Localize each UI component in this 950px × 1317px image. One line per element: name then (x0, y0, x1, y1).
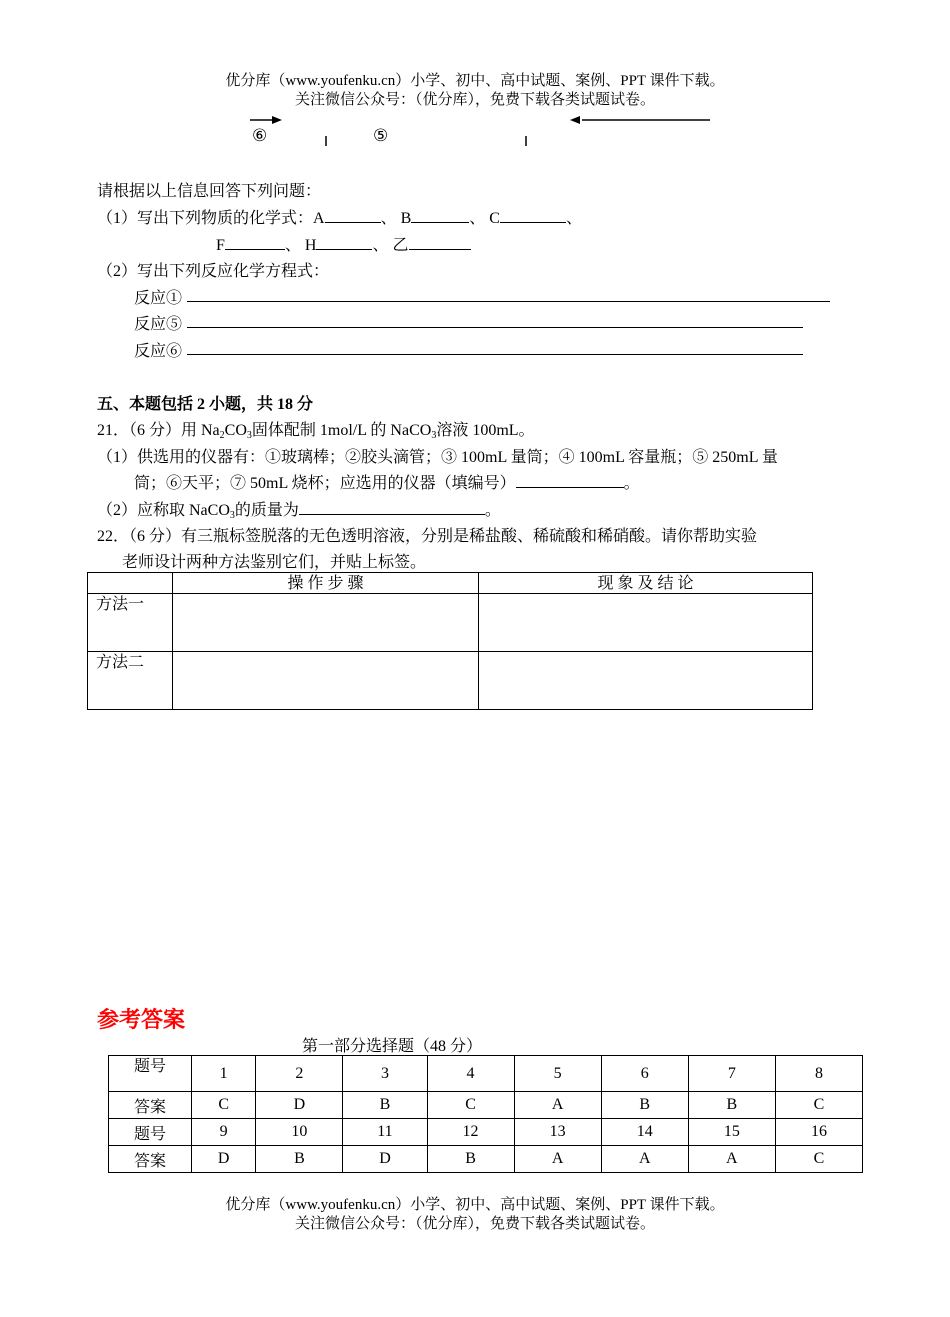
sep: 、 (372, 237, 389, 254)
header-line-2: 关注微信公众号：（优分库），免费下载各类试题试卷。 (294, 92, 655, 108)
subscript: 3 (246, 430, 252, 441)
question-1-formulas-line2 (216, 232, 471, 255)
section-5-title: 五、本题包括 2 小题，共 18 分 (97, 396, 314, 413)
answer-cell: 3 (343, 1056, 427, 1092)
answers-row-label-a: 答案 (109, 1092, 192, 1119)
answer-cell: C (192, 1092, 256, 1119)
answer-cell: C (427, 1092, 514, 1119)
q21-text: 21．（6 分）用 Na (97, 422, 220, 439)
subscript: 3 (431, 430, 437, 441)
answer-cell: D (343, 1146, 427, 1173)
answers-title: 参考答案 (97, 1007, 186, 1032)
q21-2-text: CO (207, 502, 230, 519)
answers-row-label-q: 题号 (109, 1119, 192, 1146)
reaction-1-label: 反应① (134, 290, 183, 307)
question-2: （2）写出下列反应化学方程式： (97, 263, 330, 280)
blank-instruments[interactable] (516, 473, 624, 488)
blank-c[interactable] (500, 208, 566, 223)
answer-cell: A (514, 1092, 601, 1119)
answer-cell: 5 (514, 1056, 601, 1092)
label-yi: 乙 (392, 237, 409, 254)
answer-cell: 11 (343, 1119, 427, 1146)
sep: 、 (565, 210, 582, 227)
q21-2-text: （2）应称取 Na (97, 502, 208, 519)
q21-text: CO (224, 422, 247, 439)
reaction-5-blank[interactable] (187, 327, 803, 328)
label-b: B (400, 210, 412, 227)
label-h: H (304, 237, 317, 254)
question-22-cont: 老师设计两种方法鉴别它们，并贴上标签。 (122, 554, 427, 571)
table-header-steps: 操 作 步 骤 (173, 573, 479, 594)
diagram-label-5: ⑤ (373, 126, 389, 145)
method-table (87, 572, 813, 710)
table-row-method-1: 方法一 (88, 594, 173, 652)
method-2-results-cell[interactable] (479, 652, 813, 710)
period: 。 (623, 475, 640, 492)
reaction-5-label: 反应⑤ (134, 316, 183, 333)
sep: 、 (284, 237, 301, 254)
sep: 、 (469, 210, 486, 227)
answer-cell: 15 (688, 1119, 775, 1146)
q21-text: CO (409, 422, 432, 439)
answer-cell: 6 (601, 1056, 688, 1092)
answer-cell: A (688, 1146, 775, 1173)
answer-cell: 4 (427, 1056, 514, 1092)
arrow-right-head (272, 116, 282, 124)
blank-yi[interactable] (409, 235, 471, 250)
reaction-6-blank[interactable] (187, 354, 803, 355)
answer-cell: C (775, 1092, 862, 1119)
period: 。 (484, 502, 501, 519)
question-21-1: （1）供选用的仪器有：①玻璃棒；②胶头滴管；③ 100mL 量筒；④ 100mL 容量瓶；⑤ 250mL 量 (97, 449, 778, 466)
header-line-1: 优分库（www.youfenku.cn）小学、初中、高中试题、案例、PPT 课件下载。 (225, 73, 725, 89)
label-c: C (489, 210, 500, 227)
table-row-method-2: 方法二 (88, 652, 173, 710)
question-21 (97, 417, 535, 440)
answer-cell: A (514, 1146, 601, 1173)
sep: 、 (380, 210, 397, 227)
blank-h[interactable] (316, 235, 372, 250)
answer-cell: A (601, 1146, 688, 1173)
answer-cell: D (192, 1146, 256, 1173)
answer-cell: B (688, 1092, 775, 1119)
label-f: F (216, 237, 225, 254)
q21-1-text: 筒；⑥天平；⑦ 50mL 烧杯；应选用的仪器（填编号） (134, 475, 516, 492)
q1-prefix: （1）写出下列物质的化学式： (97, 210, 314, 227)
answer-cell: B (427, 1146, 514, 1173)
answer-cell: 7 (688, 1056, 775, 1092)
method-2-steps-cell[interactable] (173, 652, 479, 710)
footer-line-1: 优分库（www.youfenku.cn）小学、初中、高中试题、案例、PPT 课件下载。 (225, 1197, 725, 1213)
answer-cell: 14 (601, 1119, 688, 1146)
answers-table (108, 1055, 863, 1173)
answers-row-label-q: 题号 (109, 1056, 192, 1092)
answer-cell: 2 (256, 1056, 343, 1092)
diagram-label-6: ⑥ (252, 126, 268, 145)
method-1-results-cell[interactable] (479, 594, 813, 652)
question-1-formulas (97, 205, 582, 228)
q21-text: 固体配制 1mol/L 的 Na (251, 422, 410, 439)
answer-cell: 8 (775, 1056, 862, 1092)
answer-cell: B (256, 1146, 343, 1173)
question-21-2 (97, 497, 501, 520)
answer-cell: C (775, 1146, 862, 1173)
blank-b[interactable] (411, 208, 469, 223)
answer-cell: 1 (192, 1056, 256, 1092)
q21-text: 溶液 100mL。 (436, 422, 535, 439)
question-21-1-cont (134, 470, 640, 493)
question-22: 22．（6 分）有三瓶标签脱落的无色透明溶液，分别是稀盐酸、稀硫酸和稀硝酸。请你帮助实验 (97, 528, 758, 545)
answer-cell: B (601, 1092, 688, 1119)
blank-f[interactable] (225, 235, 285, 250)
diagram-fragment (240, 110, 720, 152)
q21-2-text: 的质量为 (234, 502, 299, 519)
answer-cell: B (343, 1092, 427, 1119)
questions-intro: 请根据以上信息回答下列问题： (97, 183, 322, 200)
reaction-6-label: 反应⑥ (134, 343, 183, 360)
subscript: 2 (219, 430, 225, 441)
answers-subtitle: 第一部分选择题（48 分） (302, 1038, 483, 1055)
answer-cell: D (256, 1092, 343, 1119)
arrow-left-head (570, 116, 580, 124)
label-a: A (313, 210, 325, 227)
answer-cell: 10 (256, 1119, 343, 1146)
blank-mass[interactable] (299, 500, 485, 515)
answer-cell: 13 (514, 1119, 601, 1146)
footer-line-2: 关注微信公众号：（优分库），免费下载各类试题试卷。 (294, 1216, 655, 1232)
table-header-results: 现 象 及 结 论 (479, 573, 813, 594)
answer-cell: 12 (427, 1119, 514, 1146)
method-1-steps-cell[interactable] (173, 594, 479, 652)
table-header-empty (88, 573, 173, 594)
answers-row-label-a: 答案 (109, 1146, 192, 1173)
answer-cell: 9 (192, 1119, 256, 1146)
blank-a[interactable] (325, 208, 381, 223)
answer-cell: 16 (775, 1119, 862, 1146)
subscript: 3 (229, 510, 235, 521)
reaction-1-blank[interactable] (187, 301, 830, 302)
